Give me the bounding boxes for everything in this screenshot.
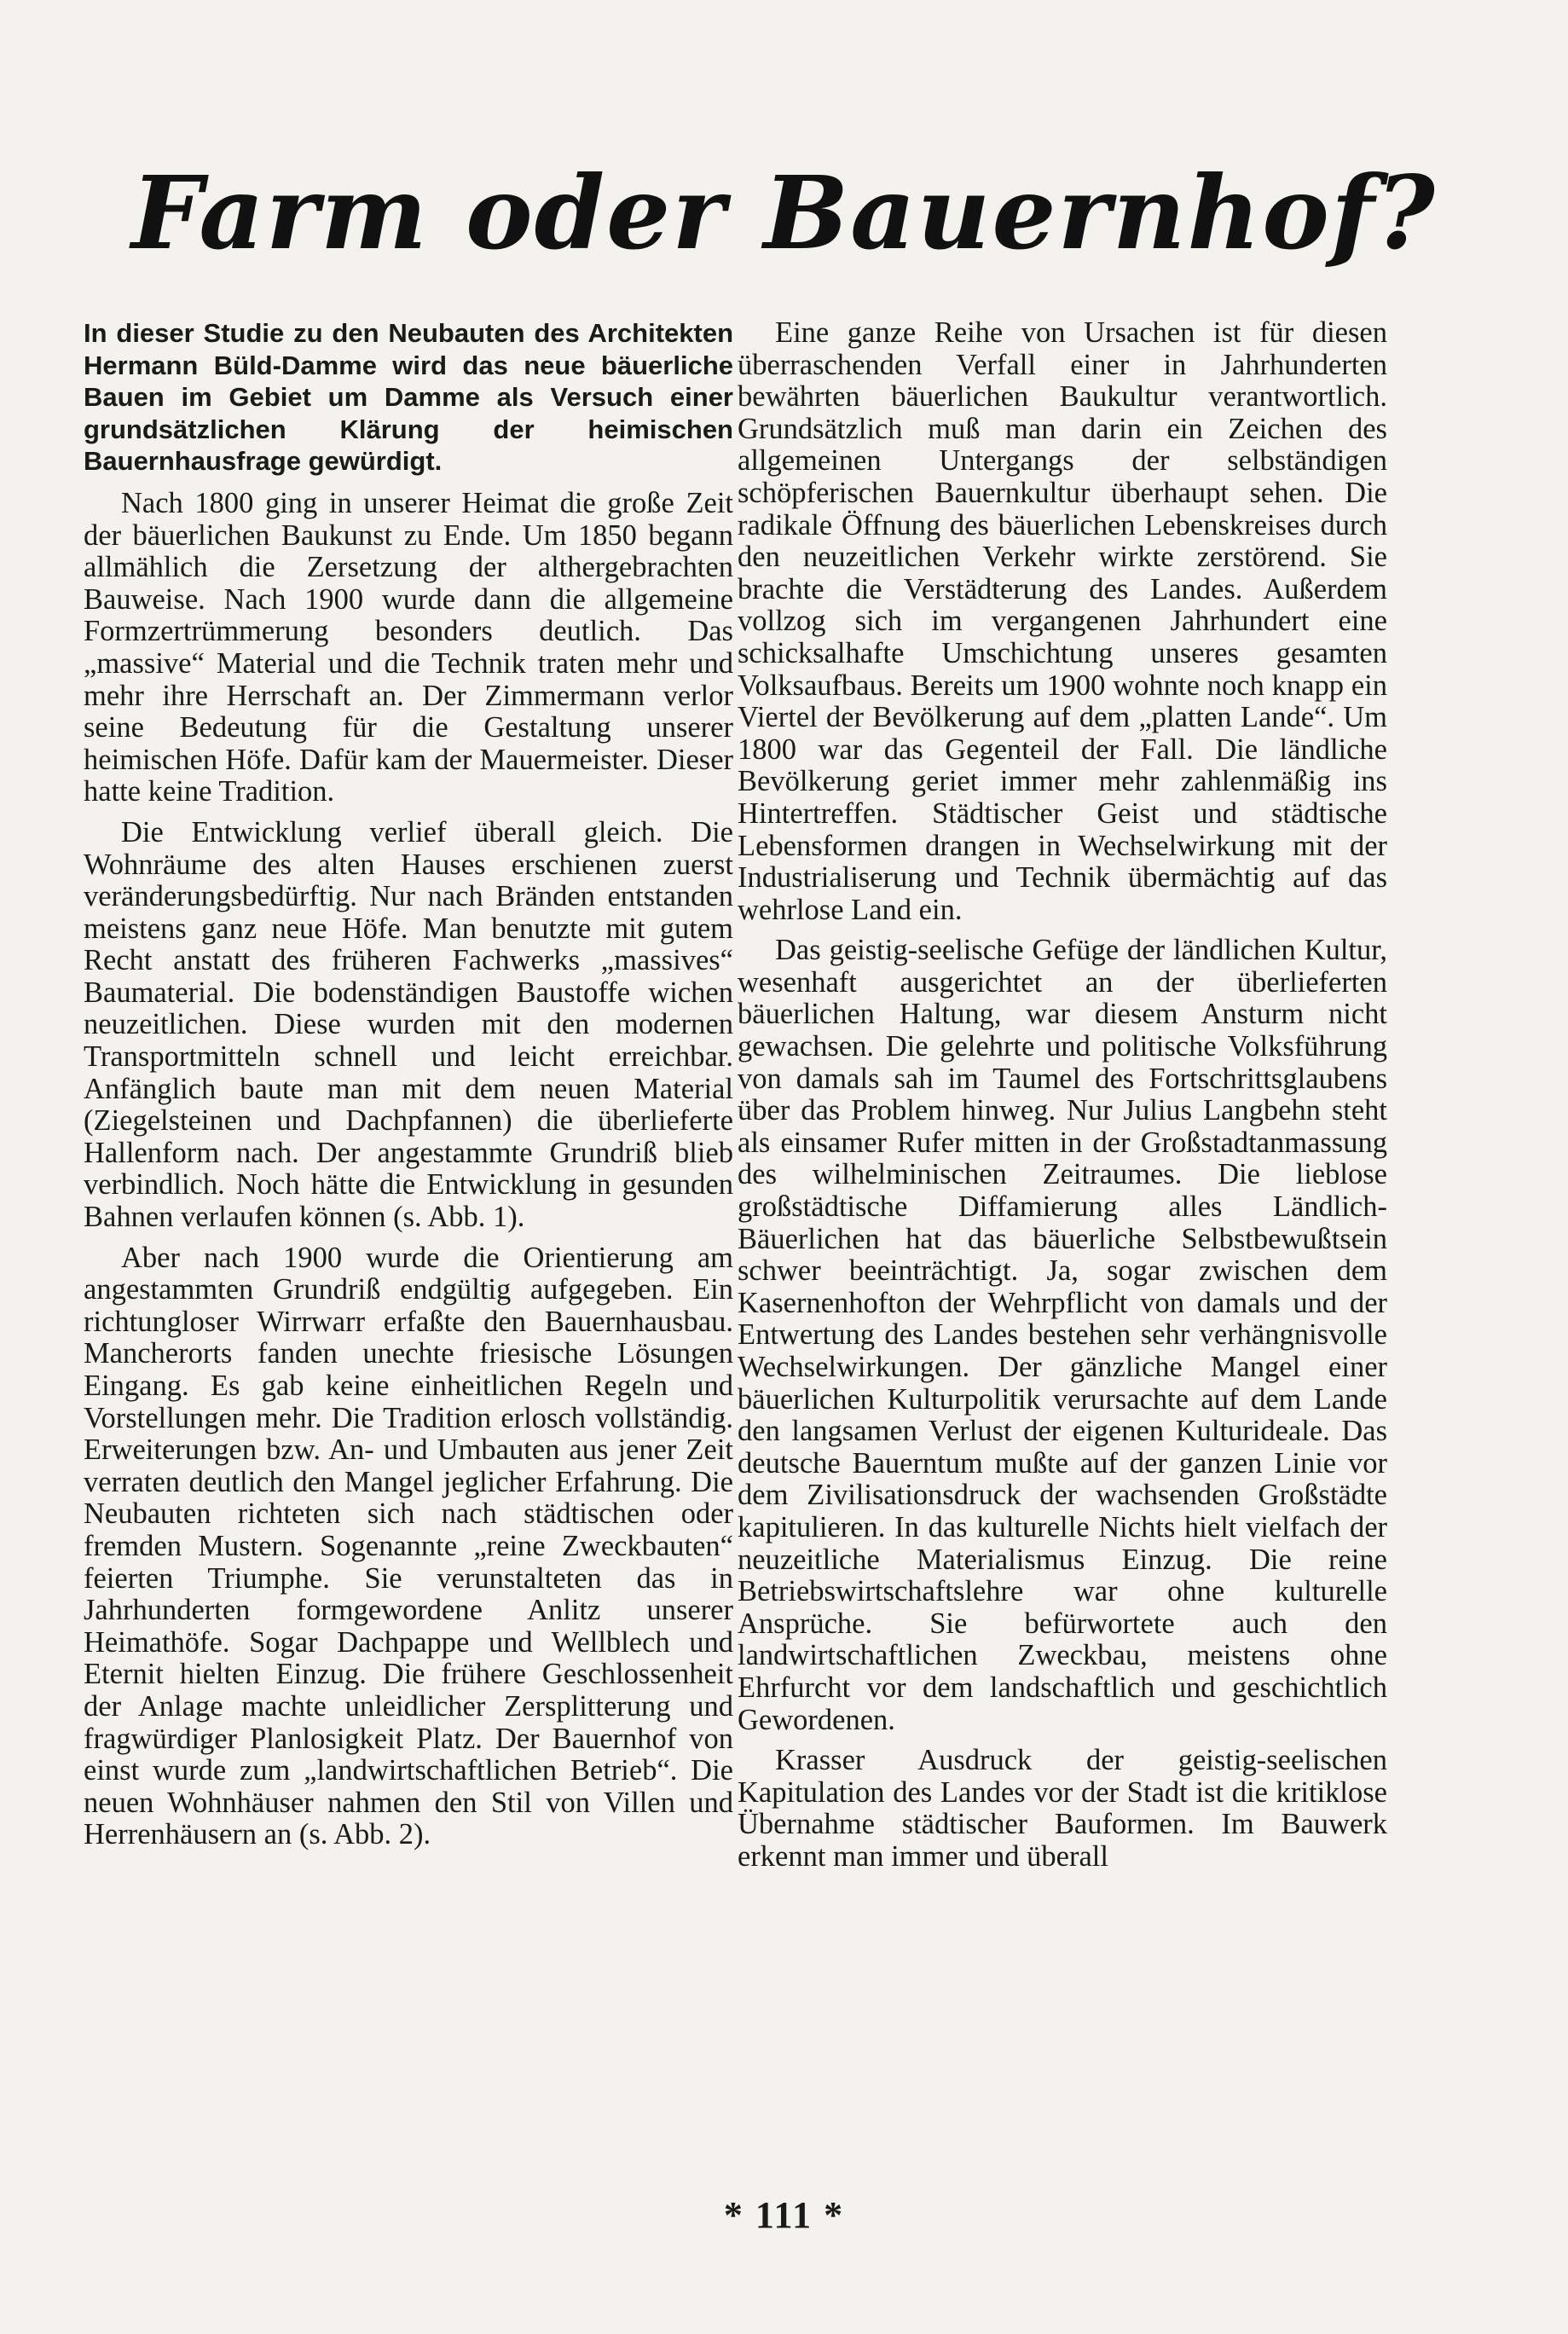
body-paragraph: Krasser Ausdruck der geistig-seelischen Kapitulation des Landes vor der Stadt ist die kritiklose Übernahme städtischer Bauformen. Im Bauwerk erkennt man immer und überall xyxy=(738,1744,1387,1873)
body-paragraph: Aber nach 1900 wurde die Orientierung am angestammten Grundriß endgültig aufgegeben. Ein richtungloser Wirrwarr erfaßte den Bauernhausbau. Mancherorts fanden unechte friesische Lösungen Eingang. Es gab keine einheitlichen Regeln und Vorstellungen mehr. Die Tradition erlosch vollständig. Erweiterungen bzw. An- und Umbauten aus jener Zeit verraten deutlich den Mangel jeglicher Erfahrung. Die Neubauten richteten sich nach städtischen oder fremden Mustern. Sogenannte „reine Zweckbauten“ feierten Triumphe. Sie verunstalteten das in Jahrhunderten formgewordene Anlitz unserer Heimathöfe. Sogar Dachpappe und Wellblech und Eternit hielten Einzug. Die frühere Geschlossenheit der Anlage machte unleidlicher Zersplitterung und fragwürdiger Planlosigkeit Platz. Der Bauernhof von einst wurde zum „landwirtschaftlichen Betrieb“. Die neuen Wohnhäuser nahmen den Stil von Villen und Herrenhäusern an (s. Abb. 2). xyxy=(84,1241,733,1851)
body-paragraph: Das geistig-seelische Gefüge der ländlichen Kultur, wesenhaft ausgerichtet an der überlieferten bäuerlichen Haltung, war diesem Ansturm nicht gewachsen. Die gelehrte und politische Volksführung von damals sah im Taumel des Fortschrittsglaubens über das Problem hinweg. Nur Julius Langbehn steht als einsamer Rufer mitten in der Großstadtanmassung des wilhelminischen Zeitraumes. Die lieblose großstädtische Diffamierung alles Ländlich-Bäuerlichen hat das bäuerliche Selbstbewußtsein schwer beeinträchtigt. Ja, sogar zwischen dem Kasernenhofton der Wehrpflicht von damals und der Entwertung des Landes bestehen sehr verhängnisvolle Wechselwirkungen. Der gänzliche Mangel einer bäuerlichen Kulturpolitik verursachte auf dem Lande den langsamen Verlust der eigenen Kulturideale. Das deutsche Bauerntum mußte auf der ganzen Linie vor dem Zivilisationsdruck der wachsenden Großstädte kapitulieren. In das kulturelle Nichts hielt vielfach der neuzeitliche Materialismus Einzug. Die reine Betriebswirtschaftslehre war ohne kulturelle Ansprüche. Sie befürwortete auch den landwirtschaftlichen Zweckbau, meistens ohne Ehrfurcht vor dem landschaftlich und geschichtlich Gewordenen. xyxy=(738,934,1387,1736)
article-title: Farm oder Bauernhof? xyxy=(131,153,1437,272)
lead-paragraph: In dieser Studie zu den Neubauten des Architekten Hermann Büld-Damme wird das neue bäuerliche Bauen im Gebiet um Damme als Versuch einer grundsätzlichen Klärung der heimischen Bauernhausfrage gewürdigt. xyxy=(84,318,733,477)
right-column xyxy=(738,317,1387,1882)
left-column xyxy=(84,317,733,1860)
body-paragraph: Eine ganze Reihe von Ursachen ist für diesen überraschenden Verfall einer in Jahrhunderten bewährten bäuerlichen Baukultur verantwortlich. Grundsätzlich muß man darin ein Zeichen des allgemeinen Untergangs der selbständigen schöpferischen Bauernkultur überhaupt sehen. Die radikale Öffnung des bäuerlichen Lebenskreises durch den neuzeitlichen Verkehr wirkte zerstörend. Sie brachte die Verstädterung des Landes. Außerdem vollzog sich im vergangenen Jahrhundert eine schicksalhafte Umschichtung unseres gesamten Volksaufbaus. Bereits um 1900 wohnte noch knapp ein Viertel der Bevölkerung auf dem „platten Lande“. Um 1800 war das Gegenteil der Fall. Die ländliche Bevölkerung geriet immer mehr zahlenmäßig ins Hintertreffen. Städtischer Geist und städtische Lebensformen drangen in Wechselwirkung mit der Industrialiserung und Technik übermächtig auf das wehrlose Land ein. xyxy=(738,316,1387,926)
body-paragraph: Nach 1800 ging in unserer Heimat die große Zeit der bäuerlichen Baukunst zu Ende. Um 1850 begann allmählich die Zersetzung der althergebrachten Bauweise. Nach 1900 wurde dann die allgemeine Formzertrümmerung besonders deutlich. Das „massive“ Material und die Technik traten mehr und mehr ihre Herrschaft an. Der Zimmermann verlor seine Bedeutung für die Gestaltung unserer heimischen Höfe. Dafür kam der Mauermeister. Dieser hatte keine Tradition. xyxy=(84,486,733,808)
page-number: * 111 * xyxy=(723,2194,845,2236)
body-paragraph: Die Entwicklung verlief überall gleich. Die Wohnräume des alten Hauses erschienen zuerst veränderungsbedürftig. Nur nach Bränden entstanden meistens ganz neue Höfe. Man benutzte mit gutem Recht anstatt des früheren Fachwerks „massives“ Baumaterial. Die bodenständigen Baustoffe wichen neuzeitlichen. Diese wurden mit den modernen Transportmitteln schnell und leicht erreichbar. Anfänglich baute man mit dem neuen Material (Ziegelsteinen und Dachpfannen) die überlieferte Hallenform nach. Der angestammte Grundriß blieb verbindlich. Noch hätte die Entwicklung in gesunden Bahnen verlaufen können (s. Abb. 1). xyxy=(84,815,733,1234)
